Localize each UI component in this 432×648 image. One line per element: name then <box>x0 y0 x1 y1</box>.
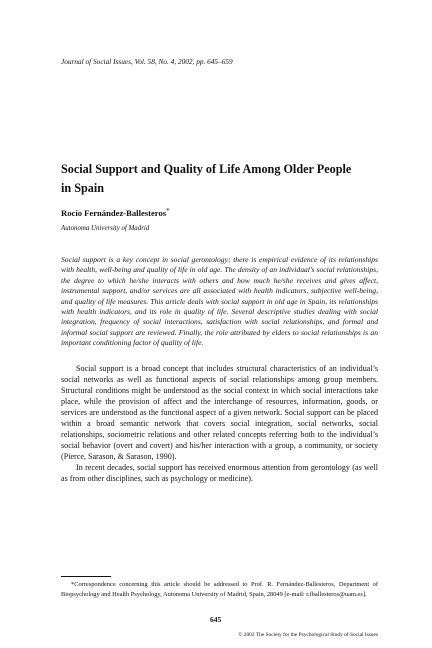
page-number: 645 <box>210 615 222 624</box>
author-line <box>61 207 170 218</box>
journal-citation: Journal of Social Issues, Vol. 58, No. 4, 2002, pp. 645–659 <box>61 57 233 66</box>
body-paragraph: Social support is a broad concept that includes structural characteristics of an individual’s social networks as well as functional aspects of social relationships among group members. Structural conditions might be understood as the social context in which social interactions take place, while the provision of affect and the interchange of resources, information, goods, or services are understood as the functional aspect of a given network. Social support can be placed within a broad semantic network that covers social integration, social networks, social relationships, sociometric relations and other related concepts referring both to the individual’s social behavior (overt and covert) and his/her interaction with a group, a community, or society (Pierce, Sarason, & Sarason, 1990). <box>61 364 378 462</box>
footnote-divider <box>61 576 111 577</box>
body-paragraph: In recent decades, social support has received enormous attention from gerontology (as well as from other disciplines, such as psychology or medicine). <box>61 463 378 484</box>
abstract: Social support is a key concept in social gerontology; there is empirical evidence of its relationships with health, well-being and quality of life in old age. The density of an individual’s social relationships, the degree to which he/she interacts with others and how much he/she receives and gives affect, instrumental support, and/or services are all associated with health indicators, subjective well-being, and quality of life measures. This article deals with social support in old age in Spain, its relationships with health indicators, and its role in quality of life. Several descriptive studies dealing with social integration, frequency of social interactions, satisfaction with social relationships, and formal and informal social support are reviewed. Finally, the role attributed by elders to social relationships is an important conditioning factor of quality of life. <box>61 255 378 348</box>
footnote-marker: * <box>166 207 170 215</box>
copyright-notice: © 2002 The Society for the Psychological Study of Social Issues <box>238 632 378 638</box>
correspondence-footnote: *Correspondence concerning this article should be addressed to Prof. R. Fernández-Ballesteros, Department of Biopsychology and Health Psychology, Autonoma University of Madrid, Spain, 28049 [e-mail: r.fballesteros@uam.es]. <box>61 581 378 598</box>
author-affiliation: Autonoma University of Madrid <box>61 225 150 232</box>
author-name: Rocío Fernández-Ballesteros <box>61 208 167 218</box>
article-title: Social Support and Quality of Life Among Older People in Spain <box>61 162 352 195</box>
article-body <box>61 363 378 485</box>
